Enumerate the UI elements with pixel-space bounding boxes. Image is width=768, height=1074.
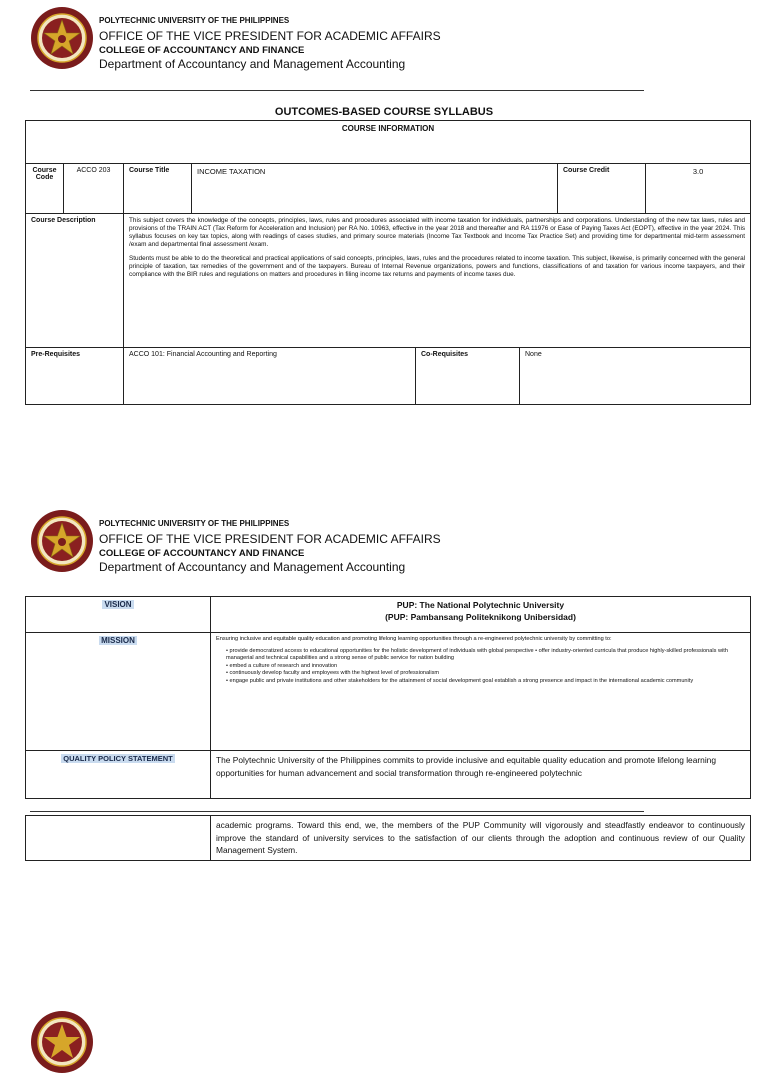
- university-name: POLYTECHNIC UNIVERSITY OF THE PHILIPPINES: [99, 16, 290, 25]
- college-name: COLLEGE OF ACCOUNTANCY AND FINANCE: [99, 45, 305, 56]
- empty-cell: [26, 816, 211, 861]
- coreq-label: Co-Requisites: [416, 348, 520, 405]
- vision-label: [26, 597, 211, 633]
- course-code-value: ACCO 203: [64, 164, 124, 214]
- mission-label: [26, 633, 211, 751]
- course-info-heading: COURSE INFORMATION: [26, 121, 751, 164]
- list-item: • engage public and private institutions and other stakeholders for the attainment of social development goal establish a strong presence and impact in the international academic community: [226, 678, 745, 686]
- course-description: [124, 214, 751, 348]
- mission-list: [216, 648, 745, 686]
- quality-policy-statement: The Polytechnic University of the Philippines commits to provide inclusive and equitable quality education and promote lifelong learning opportunities for human advancement and social transformation through re-engineered polytechnic: [211, 751, 751, 799]
- prereq-label: Pre-Requisites: [26, 348, 124, 405]
- list-item: • continuously develop faculty and employees with the highest level of professionalism: [226, 670, 745, 678]
- course-code-label: Course Code: [26, 164, 64, 214]
- vision-line-2: (PUP: Pambansang Politeknikong Unibersidad): [385, 611, 576, 622]
- university-seal-logo: [30, 509, 94, 573]
- page-break-rule: [30, 811, 644, 812]
- department-name: Department of Accountancy and Management Accounting: [99, 560, 406, 574]
- vision-label-text: VISION: [104, 600, 132, 609]
- prereq-value: ACCO 101: Financial Accounting and Reporting: [124, 348, 416, 405]
- university-seal-logo: [30, 6, 94, 70]
- header-rule: [30, 90, 644, 91]
- course-description-label: Course Description: [26, 214, 124, 348]
- mission-intro: Ensuring inclusive and equitable quality education and promoting lifelong learning opportunities through a re-engineered polytechnic university by committing to:: [216, 636, 612, 642]
- mission-label-text: MISSION: [101, 636, 135, 645]
- quality-policy-continued: academic programs. Toward this end, we, the members of the PUP Community will vigorously and steadfastly endeavor to continuously improve the standard of university services to the satisfaction of our clients through the adoption and continuous review of our Quality Management System.: [211, 816, 751, 861]
- college-name: COLLEGE OF ACCOUNTANCY AND FINANCE: [99, 548, 305, 559]
- course-credit-value: 3.0: [646, 164, 751, 214]
- course-title-label: Course Title: [124, 164, 192, 214]
- quality-policy-label-text: QUALITY POLICY STATEMENT: [63, 754, 173, 763]
- course-description-paragraph-1: This subject covers the knowledge of the concepts, principles, laws, rules and procedures associated with income taxation for individuals, partnerships and corporations. Understanding of the new tax laws, rules and provisions of the TRAIN ACT (Tax Reform for Acceleration and Inclusion) per RA No. 10963, effective in the year 2018 and thereafter and RA 11976 or Ease of Paying Taxes Act (EOPT), effective in the year 2024. This syllabus focuses on key tax topics, along with readings of cases studies, and primary source materials (Income Tax Textbook and Income Tax Practice Set) and providing time for departmental mid-term assessment /exam and departmental final assessment /exam.: [129, 217, 746, 248]
- vision-statement: [211, 597, 751, 633]
- mission-statement: [211, 633, 751, 751]
- list-item: • provide democratized access to educational opportunities for the holistic development of individuals with global perspective • offer industry-oriented curricula that produce highly-skilled professionals with managerial and technical capabilities and a strong sense of public service for nation building: [226, 648, 745, 663]
- course-title-value: INCOME TAXATION: [192, 164, 558, 214]
- list-item: • embed a culture of research and innovation: [226, 663, 745, 671]
- course-description-paragraph-2: Students must be able to do the theoretical and practical applications of said concepts, principles, laws, rules and the procedures related to income taxation. This subject, likewise, is primarily concerned with the general principle of taxation, tax remedies of the government and of the taxpayers. Bureau of Internal Revenue organizations, powers and functions, classifications of and taxation for various income taxpayers, and their compliance with the BIR rules and regulations on matters and procedures in filing income tax returns and payments of income taxes due.: [129, 255, 746, 278]
- vision-line-1: PUP: The National Polytechnic University: [396, 600, 565, 610]
- university-name: POLYTECHNIC UNIVERSITY OF THE PHILIPPINES: [99, 519, 290, 528]
- department-name: Department of Accountancy and Management Accounting: [99, 57, 406, 71]
- quality-policy-continued-table: [25, 815, 751, 861]
- office-name: OFFICE OF THE VICE PRESIDENT FOR ACADEMIC AFFAIRS: [99, 29, 441, 43]
- course-info-table: [25, 120, 751, 348]
- office-name: OFFICE OF THE VICE PRESIDENT FOR ACADEMIC AFFAIRS: [99, 532, 441, 546]
- university-seal-logo: [30, 1010, 94, 1074]
- quality-policy-label: [26, 751, 211, 799]
- course-credit-label: Course Credit: [558, 164, 646, 214]
- syllabus-title: OUTCOMES-BASED COURSE SYLLABUS: [274, 106, 494, 118]
- vmq-table: [25, 596, 751, 799]
- coreq-value: None: [520, 348, 751, 405]
- requisites-table: [25, 347, 751, 405]
